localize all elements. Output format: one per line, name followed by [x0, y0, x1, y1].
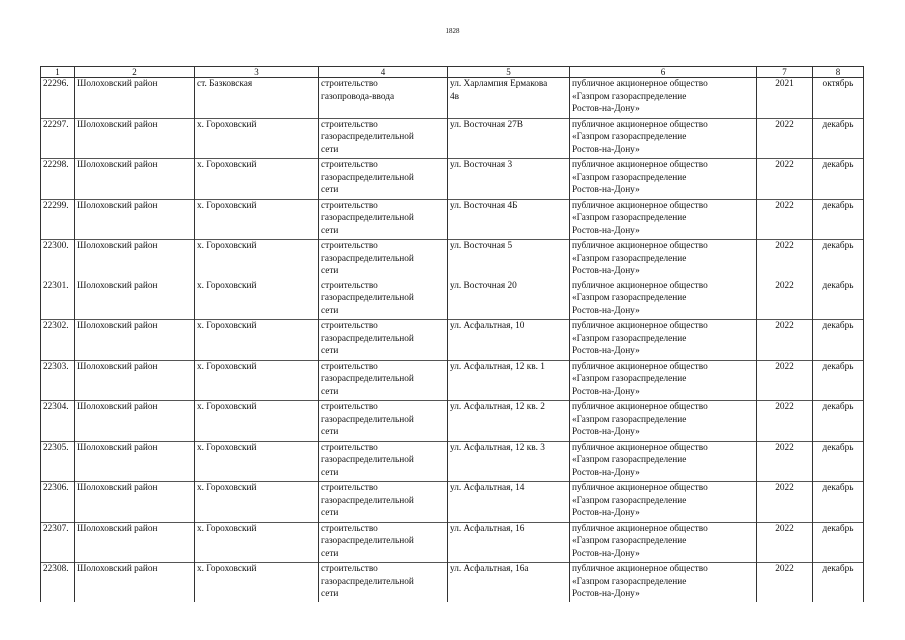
work-type-cell-line: сети	[321, 266, 339, 277]
address-cell-line: ул. Восточная 20	[450, 280, 517, 291]
work-type-cell	[319, 482, 448, 523]
address-cell	[448, 522, 570, 563]
work-type-cell-line: сети	[321, 508, 339, 519]
organization-cell	[570, 563, 757, 603]
address-cell-line: ул. Асфальтная, 12 кв. 1	[450, 361, 545, 372]
year-cell: 2022	[757, 482, 813, 523]
organization-cell-line: публичное акционерное общество	[572, 119, 708, 130]
settlement-cell: ст. Базковская	[195, 78, 319, 119]
year-cell: 2022	[757, 441, 813, 482]
year-cell: 2022	[757, 240, 813, 280]
organization-cell-line: Ростов-на-Дону»	[572, 144, 640, 155]
work-type-cell-line: строительство	[321, 160, 378, 170]
work-type-cell	[319, 320, 448, 361]
organization-cell-line: «Газпром газораспределение	[572, 253, 687, 264]
work-type-cell	[319, 118, 448, 159]
work-type-cell-line: строительство	[321, 200, 378, 211]
work-type-cell-line: строительство	[321, 280, 378, 291]
table-row	[41, 563, 864, 603]
table-row	[41, 118, 864, 159]
work-type-cell-line: строительство	[321, 402, 378, 412]
settlement-cell: х. Гороховский	[195, 199, 319, 240]
year-cell: 2022	[757, 320, 813, 361]
organization-cell-line: «Газпром газораспределение	[572, 536, 687, 547]
address-cell-line: ул. Асфальтная, 14	[450, 483, 525, 493]
organization-cell-line: публичное акционерное общество	[572, 79, 708, 89]
district-cell: Шолоховский район	[75, 563, 195, 603]
work-type-cell	[319, 360, 448, 401]
organization-cell-line: Ростов-на-Дону»	[572, 266, 640, 277]
month-cell: декабрь	[813, 360, 864, 401]
work-type-cell-line: газораспределительной	[321, 253, 414, 264]
column-header: 6	[570, 67, 757, 78]
month-cell: декабрь	[813, 441, 864, 482]
organization-cell-line: публичное акционерное общество	[572, 483, 708, 493]
organization-cell-line: «Газпром газораспределение	[572, 495, 687, 506]
work-type-cell-line: газораспределительной	[321, 374, 414, 385]
address-cell-line: ул. Асфальтная, 12 кв. 2	[450, 402, 545, 412]
work-type-cell	[319, 563, 448, 603]
table-row	[41, 522, 864, 563]
row-number: 22301.	[41, 280, 75, 320]
organization-cell-line: публичное акционерное общество	[572, 280, 708, 291]
work-type-cell	[319, 522, 448, 563]
work-type-cell-line: сети	[321, 386, 339, 397]
work-type-cell-line: газораспределительной	[321, 495, 414, 506]
district-cell: Шолоховский район	[75, 78, 195, 119]
organization-cell	[570, 159, 757, 200]
address-cell-line: ул. Восточная 27В	[450, 119, 523, 130]
month-cell: октябрь	[813, 78, 864, 119]
work-type-cell-line: газораспределительной	[321, 213, 414, 224]
address-cell-line: ул. Асфальтная, 10	[450, 321, 525, 331]
year-cell: 2022	[757, 563, 813, 603]
row-number: 22297.	[41, 118, 75, 159]
organization-cell-line: «Газпром газораспределение	[572, 455, 687, 466]
row-number: 22299.	[41, 199, 75, 240]
work-type-cell-line: сети	[321, 346, 339, 357]
work-type-cell-line: строительство	[321, 483, 378, 493]
organization-cell-line: Ростов-на-Дону»	[572, 305, 640, 316]
work-type-cell-line: сети	[321, 467, 339, 478]
month-cell: декабрь	[813, 522, 864, 563]
organization-cell-line: Ростов-на-Дону»	[572, 467, 640, 478]
organization-cell-line: «Газпром газораспределение	[572, 132, 687, 143]
address-cell-line: ул. Асфальтная, 12 кв. 3	[450, 442, 545, 453]
address-cell	[448, 441, 570, 482]
table-row	[41, 401, 864, 442]
year-cell: 2022	[757, 522, 813, 563]
column-header: 3	[195, 67, 319, 78]
address-cell-line: ул. Восточная 5	[450, 241, 513, 251]
organization-cell-line: публичное акционерное общество	[572, 402, 708, 412]
table-row	[41, 159, 864, 200]
organization-cell-line: Ростов-на-Дону»	[572, 589, 640, 600]
month-cell: декабрь	[813, 280, 864, 320]
row-number: 22302.	[41, 320, 75, 361]
address-cell	[448, 563, 570, 603]
organization-cell-line: Ростов-на-Дону»	[572, 386, 640, 397]
district-cell: Шолоховский район	[75, 482, 195, 523]
address-cell-line: ул. Асфальтная, 16а	[450, 564, 529, 574]
table-row	[41, 78, 864, 119]
month-cell: декабрь	[813, 482, 864, 523]
organization-cell-line: «Газпром газораспределение	[572, 91, 687, 102]
table-row	[41, 199, 864, 240]
organization-cell-line: публичное акционерное общество	[572, 523, 708, 534]
settlement-cell: х. Гороховский	[195, 441, 319, 482]
work-type-cell-line: газораспределительной	[321, 333, 414, 344]
settlement-cell: х. Гороховский	[195, 360, 319, 401]
work-type-cell-line: строительство	[321, 361, 378, 372]
district-cell: Шолоховский район	[75, 240, 195, 280]
organization-cell-line: «Газпром газораспределение	[572, 576, 687, 587]
table-row	[41, 441, 864, 482]
month-cell: декабрь	[813, 563, 864, 603]
year-cell: 2022	[757, 401, 813, 442]
organization-cell	[570, 522, 757, 563]
table-row	[41, 360, 864, 401]
year-cell: 2022	[757, 199, 813, 240]
address-cell-line: ул. Асфальтная, 16	[450, 523, 525, 534]
address-cell	[448, 401, 570, 442]
work-type-cell-line: строительство	[321, 564, 378, 574]
row-number: 22300.	[41, 240, 75, 280]
address-cell	[448, 159, 570, 200]
year-cell: 2022	[757, 118, 813, 159]
work-type-cell	[319, 441, 448, 482]
address-cell	[448, 320, 570, 361]
organization-cell-line: публичное акционерное общество	[572, 564, 708, 574]
row-number: 22305.	[41, 441, 75, 482]
work-type-cell-line: строительство	[321, 241, 378, 251]
organization-cell-line: публичное акционерное общество	[572, 321, 708, 331]
settlement-cell: х. Гороховский	[195, 240, 319, 280]
work-type-cell-line: строительство	[321, 79, 378, 89]
row-number: 22296.	[41, 78, 75, 119]
work-type-cell-line: строительство	[321, 321, 378, 331]
year-cell: 2021	[757, 78, 813, 119]
work-type-cell-line: сети	[321, 185, 339, 196]
work-type-cell-line: сети	[321, 427, 339, 438]
column-number-row	[41, 67, 864, 78]
organization-cell-line: Ростов-на-Дону»	[572, 225, 640, 236]
row-number: 22303.	[41, 360, 75, 401]
work-type-cell	[319, 280, 448, 320]
work-type-cell-line: газораспределительной	[321, 414, 414, 425]
district-cell: Шолоховский район	[75, 118, 195, 159]
work-type-cell-line: сети	[321, 225, 339, 236]
month-cell: декабрь	[813, 240, 864, 280]
district-cell: Шолоховский район	[75, 522, 195, 563]
table-row	[41, 482, 864, 523]
row-number: 22306.	[41, 482, 75, 523]
month-cell: декабрь	[813, 320, 864, 361]
page-number: 1828	[445, 27, 460, 35]
address-cell	[448, 360, 570, 401]
year-cell: 2022	[757, 280, 813, 320]
work-type-cell	[319, 159, 448, 200]
address-cell-line: 4в	[450, 91, 460, 102]
organization-cell	[570, 118, 757, 159]
settlement-cell: х. Гороховский	[195, 280, 319, 320]
address-cell-line: ул. Харлампия Ермакова	[450, 79, 548, 89]
column-header: 5	[448, 67, 570, 78]
organization-cell-line: публичное акционерное общество	[572, 442, 708, 453]
organization-cell-line: публичное акционерное общество	[572, 160, 708, 170]
work-type-cell-line: газораспределительной	[321, 576, 414, 587]
organization-cell-line: «Газпром газораспределение	[572, 374, 687, 385]
organization-cell-line: публичное акционерное общество	[572, 361, 708, 372]
work-type-cell-line: сети	[321, 144, 339, 155]
gas-objects-table	[40, 66, 864, 602]
work-type-cell-line: газораспределительной	[321, 536, 414, 547]
district-cell: Шолоховский район	[75, 320, 195, 361]
organization-cell-line: Ростов-на-Дону»	[572, 427, 640, 438]
organization-cell-line: «Газпром газораспределение	[572, 293, 687, 304]
organization-cell	[570, 482, 757, 523]
work-type-cell	[319, 78, 448, 119]
address-cell	[448, 240, 570, 280]
organization-cell	[570, 441, 757, 482]
organization-cell-line: «Газпром газораспределение	[572, 213, 687, 224]
column-header: 4	[319, 67, 448, 78]
row-number: 22307.	[41, 522, 75, 563]
work-type-cell-line: газораспределительной	[321, 132, 414, 143]
settlement-cell: х. Гороховский	[195, 563, 319, 603]
organization-cell	[570, 240, 757, 280]
work-type-cell-line: строительство	[321, 442, 378, 453]
organization-cell	[570, 360, 757, 401]
address-cell	[448, 118, 570, 159]
table-row	[41, 280, 864, 320]
work-type-cell-line: строительство	[321, 119, 378, 130]
organization-cell-line: «Газпром газораспределение	[572, 172, 687, 183]
organization-cell-line: Ростов-на-Дону»	[572, 185, 640, 196]
district-cell: Шолоховский район	[75, 199, 195, 240]
address-cell	[448, 482, 570, 523]
settlement-cell: х. Гороховский	[195, 482, 319, 523]
district-cell: Шолоховский район	[75, 360, 195, 401]
settlement-cell: х. Гороховский	[195, 118, 319, 159]
district-cell: Шолоховский район	[75, 441, 195, 482]
work-type-cell	[319, 199, 448, 240]
row-number: 22304.	[41, 401, 75, 442]
table-row	[41, 240, 864, 280]
district-cell: Шолоховский район	[75, 159, 195, 200]
organization-cell	[570, 199, 757, 240]
row-number: 22298.	[41, 159, 75, 200]
address-cell-line: ул. Восточная 3	[450, 160, 513, 170]
table-body	[41, 78, 864, 603]
work-type-cell-line: сети	[321, 589, 339, 600]
address-cell-line: ул. Восточная 4Б	[450, 200, 518, 211]
work-type-cell-line: строительство	[321, 523, 378, 534]
settlement-cell: х. Гороховский	[195, 159, 319, 200]
organization-cell	[570, 280, 757, 320]
month-cell: декабрь	[813, 159, 864, 200]
district-cell: Шолоховский район	[75, 401, 195, 442]
address-cell	[448, 199, 570, 240]
table-row	[41, 320, 864, 361]
work-type-cell-line: газораспределительной	[321, 293, 414, 304]
work-type-cell	[319, 240, 448, 280]
organization-cell-line: публичное акционерное общество	[572, 200, 708, 211]
month-cell: декабрь	[813, 118, 864, 159]
work-type-cell-line: газораспределительной	[321, 172, 414, 183]
work-type-cell	[319, 401, 448, 442]
settlement-cell: х. Гороховский	[195, 320, 319, 361]
district-cell: Шолоховский район	[75, 280, 195, 320]
organization-cell-line: Ростов-на-Дону»	[572, 508, 640, 519]
organization-cell	[570, 320, 757, 361]
column-header: 2	[75, 67, 195, 78]
organization-cell-line: Ростов-на-Дону»	[572, 548, 640, 559]
row-number: 22308.	[41, 563, 75, 603]
organization-cell-line: публичное акционерное общество	[572, 241, 708, 251]
settlement-cell: х. Гороховский	[195, 401, 319, 442]
organization-cell	[570, 401, 757, 442]
column-header: 8	[813, 67, 864, 78]
settlement-cell: х. Гороховский	[195, 522, 319, 563]
address-cell	[448, 280, 570, 320]
column-header: 1	[41, 67, 75, 78]
year-cell: 2022	[757, 360, 813, 401]
column-header: 7	[757, 67, 813, 78]
address-cell	[448, 78, 570, 119]
organization-cell	[570, 78, 757, 119]
organization-cell-line: Ростов-на-Дону»	[572, 346, 640, 357]
work-type-cell-line: газопровода-ввода	[321, 91, 395, 102]
work-type-cell-line: газораспределительной	[321, 455, 414, 466]
work-type-cell-line: сети	[321, 548, 339, 559]
organization-cell-line: Ростов-на-Дону»	[572, 104, 640, 115]
month-cell: декабрь	[813, 401, 864, 442]
organization-cell-line: «Газпром газораспределение	[572, 414, 687, 425]
organization-cell-line: «Газпром газораспределение	[572, 333, 687, 344]
year-cell: 2022	[757, 159, 813, 200]
work-type-cell-line: сети	[321, 305, 339, 316]
month-cell: декабрь	[813, 199, 864, 240]
